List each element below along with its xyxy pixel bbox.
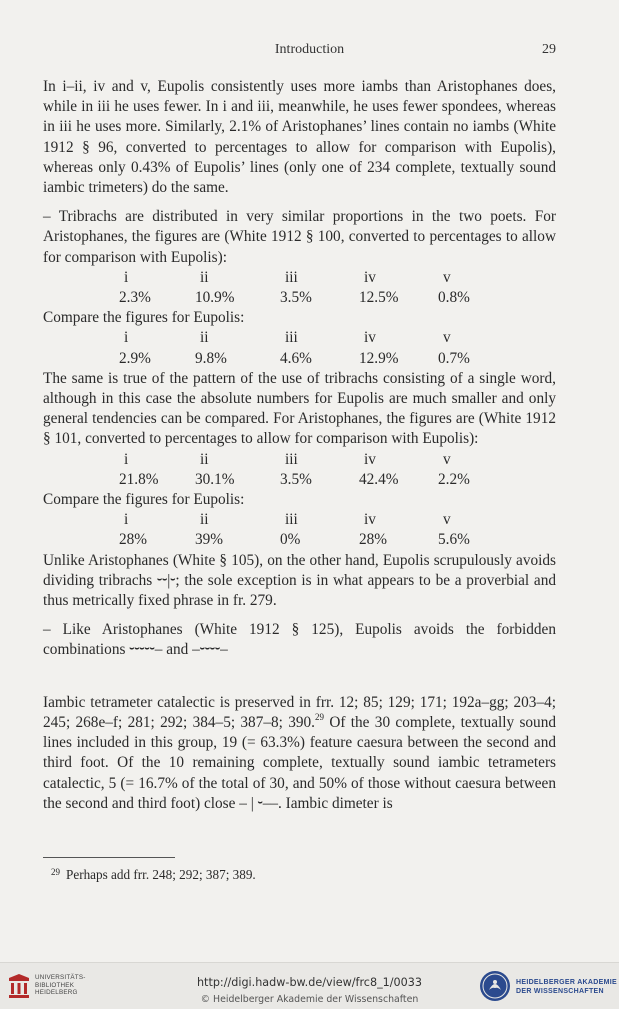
table-header-cell: ii <box>200 329 209 347</box>
table-header-cell: iv <box>364 450 376 468</box>
table-cell: 28% <box>359 531 388 549</box>
tetrameter-text-b: Of the 30 complete, textually sound lines included in this group, 19 (= 63.3%) feature caesura between the second and third foot. Of the 10 remaining complete, textually sound iambic tetrameters catalectic, 5 (= 16.7% of the total of 30, and 50% of those without caesura between the second and third foot) close – | ⏑––. Iambic dimeter is <box>43 713 557 812</box>
table-header-cell: ii <box>200 268 209 286</box>
compare-eupolis-label: Compare the figures for Eupolis: <box>43 309 245 327</box>
table-header-cell: v <box>443 450 451 468</box>
table-cell: 9.8% <box>195 349 227 367</box>
table-header-cell: v <box>443 268 451 286</box>
table-row-tribrachs-aristophanes <box>119 288 556 308</box>
table-header-aristophanes-2 <box>119 450 556 470</box>
footnote <box>51 866 551 883</box>
table-header-cell: iv <box>364 511 376 529</box>
table-cell: 2.3% <box>119 289 151 307</box>
table-row-tribrachs-eupolis <box>119 349 556 369</box>
table-cell: 0.8% <box>438 289 470 307</box>
table-cell: 3.5% <box>280 470 312 488</box>
table-header-cell: ii <box>200 511 209 529</box>
table-header-cell: iii <box>285 268 298 286</box>
tetrameter-text-a: Iambic tetrameter catalectic is preserved in frr. 12; 85; 129; 171; 192a–gg; 203–4; 245; 268e–f; 281; 292; 384–5; 387–8; 390. <box>43 693 556 731</box>
table-header-eupolis-2 <box>119 510 556 530</box>
footnote-text: Perhaps add frr. 248; 292; 387; 389. <box>66 867 256 882</box>
table-cell: 10.9% <box>195 289 235 307</box>
table-header-cell: i <box>124 329 129 347</box>
table-cell: 2.9% <box>119 349 151 367</box>
academy-name <box>516 978 617 996</box>
running-head <box>0 42 619 60</box>
academy-name-line: DER WISSENSCHAFTEN <box>516 988 604 995</box>
table-header-eupolis <box>119 328 556 348</box>
library-name-line: UNIVERSITÄTS- <box>35 974 86 981</box>
table-cell: 42.4% <box>359 470 399 488</box>
table-header-cell: v <box>443 329 451 347</box>
copyright-notice: © Heidelberger Akademie der Wissenschaften <box>200 994 419 1005</box>
table-cell: 28% <box>119 531 148 549</box>
footnote-reference[interactable]: 29 <box>315 711 324 722</box>
table-row-single-word-eupolis <box>119 530 556 550</box>
academy-logo-icon[interactable] <box>479 970 511 1002</box>
table-header-cell: iii <box>285 511 298 529</box>
table-header-cell: iii <box>285 450 298 468</box>
academy-name-line: HEIDELBERGER AKADEMIE <box>516 979 617 986</box>
running-title: Introduction <box>274 42 345 57</box>
table-cell: 2.2% <box>438 470 470 488</box>
footnote-number: 29 <box>51 867 60 877</box>
table-header-cell: i <box>124 450 129 468</box>
table-header-cell: iv <box>364 329 376 347</box>
permalink-url[interactable]: http://digi.hadw-bw.de/view/frc8_1/0033 <box>196 976 423 989</box>
table-cell: 0.7% <box>438 349 470 367</box>
paragraph-tribrachs: – Tribrachs are distributed in very similar proportions in the two poets. For Aristophanes, the figures are (White 1912 § 100, converted to percentages to allow for comparison with Eupolis): <box>43 208 556 266</box>
table-cell: 12.5% <box>359 289 399 307</box>
paragraph-dividing-tribrachs: Unlike Aristophanes (White § 105), on the other hand, Eupolis scrupulously avoids dividing tribrachs ⏑⏑|⏑; the sole exception is in what appears to be a proverbial and thus metrically fixed phrase in fr. 279. <box>43 551 556 610</box>
table-cell: 12.9% <box>359 349 399 367</box>
table-cell: 39% <box>195 531 224 549</box>
table-header-cell: iv <box>364 268 376 286</box>
table-cell: 5.6% <box>438 531 470 549</box>
footnote-divider <box>43 857 175 858</box>
table-cell: 3.5% <box>280 289 312 307</box>
table-header-cell: iii <box>285 329 298 347</box>
compare-eupolis-label-2: Compare the figures for Eupolis: <box>43 491 245 509</box>
table-header-cell: v <box>443 511 451 529</box>
paragraph-single-word-tribrachs: The same is true of the pattern of the use of tribrachs consisting of a single word, although in this case the absolute numbers for Eupolis are much smaller and only general tendencies can be compared. For Aristophanes, the figures are (White 1912 § 101, converted to percentages to allow for comparison with Eupolis): <box>43 369 556 448</box>
library-name-line: HEIDELBERG <box>35 989 78 997</box>
table-cell: 21.8% <box>119 470 159 488</box>
table-row-single-word-aristophanes <box>119 470 556 490</box>
paragraph-iambic-tetrameter <box>43 693 556 814</box>
paragraph-forbidden-combinations: – Like Aristophanes (White 1912 § 125), Eupolis avoids the forbidden combinations ⏑⏑⏑⏑⏑– and –⏑⏑⏑⏑– <box>43 621 556 659</box>
table-header-cell: ii <box>200 450 209 468</box>
table-cell: 4.6% <box>280 349 312 367</box>
paragraph-iambs: In i–ii, iv and v, Eupolis consistently uses more iambs than Aristophanes does, while in iii he uses fewer. In i and iii, meanwhile, he uses fewer spondees, whereas in iii he uses more. Similarly, 2.1% of Aristophanes’ lines contain no iambs (White 1912 § 96, converted to percentages to allow for comparison with Eupolis), whereas only 0.43% of Eupolis’ lines (only one of 234 complete, textually sound iambic trimeters) do the same. <box>43 78 556 197</box>
viewer-footer <box>0 962 619 1009</box>
table-header-cell: i <box>124 511 129 529</box>
table-cell: 0% <box>280 531 301 549</box>
body-text <box>43 77 556 814</box>
table-header-aristophanes <box>119 268 556 288</box>
table-header-cell: i <box>124 268 129 286</box>
page-number: 29 <box>542 42 556 57</box>
library-name-line: BIBLIOTHEK <box>35 981 75 989</box>
table-cell: 30.1% <box>195 470 235 488</box>
